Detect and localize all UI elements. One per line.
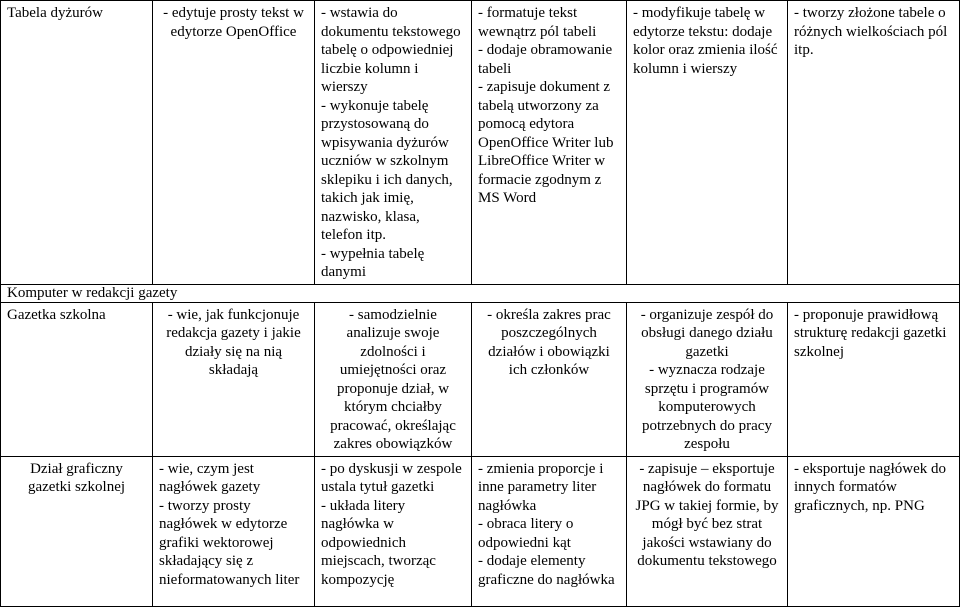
level-cell: - formatuje tekst wewnątrz pól tabeli - dodaje obramowanie tabeli - zapisuje dokument z tabelą utworzony za pomocą edytora OpenOffice Writer lub LibreOffice Writer w formacie zgodnym z MS Word [472, 1, 627, 285]
section-header-row [1, 284, 960, 302]
level-cell: - wie, czym jest nagłówek gazety - tworzy prosty nagłówek w edytorze grafiki wektorowej składający się z nieformatowanych liter [153, 456, 315, 606]
table-row [1, 456, 960, 606]
level-cell: - organizuje zespół do obsługi danego działu gazetki - wyznacza rodzaje sprzętu i programów komputerowych potrzebnych do pracy zespołu [627, 302, 788, 456]
level-cell: - określa zakres prac poszczególnych działów i obowiązki ich członków [472, 302, 627, 456]
section-title: Komputer w redakcji gazety [1, 284, 960, 302]
level-cell: - edytuje prosty tekst w edytorze OpenOffice [153, 1, 315, 285]
level-cell: - po dyskusji w zespole ustala tytuł gazetki - układa litery nagłówka w odpowiednich miejscach, tworząc kompozycję [315, 456, 472, 606]
level-cell: - zmienia proporcje i inne parametry liter nagłówka - obraca litery o odpowiedni kąt - dodaje elementy graficzne do nagłówka [472, 456, 627, 606]
table-row [1, 1, 960, 285]
topic-cell: Gazetka szkolna [1, 302, 153, 456]
level-cell: - modyfikuje tabelę w edytorze tekstu: dodaje kolor oraz zmienia ilość kolumn i wierszy [627, 1, 788, 285]
level-cell: - zapisuje – eksportuje nagłówek do formatu JPG w takiej formie, by mógł być bez strat jakości wstawiany do dokumentu tekstowego [627, 456, 788, 606]
table-row [1, 302, 960, 456]
topic-cell: Dział graficzny gazetki szkolnej [1, 456, 153, 606]
level-cell: - wie, jak funkcjonuje redakcja gazety i jakie działy się na nią składają [153, 302, 315, 456]
topic-cell: Tabela dyżurów [1, 1, 153, 285]
level-cell: - samodzielnie analizuje swoje zdolności i umiejętności oraz proponuje dział, w którym chciałby pracować, określając zakres obowiązków [315, 302, 472, 456]
level-cell: - tworzy złożone tabele o różnych wielkościach pól itp. [788, 1, 960, 285]
level-cell: - proponuje prawidłową strukturę redakcji gazetki szkolnej [788, 302, 960, 456]
level-cell: - wstawia do dokumentu tekstowego tabelę o odpowiedniej liczbie kolumn i wierszy - wykonuje tabelę przystosowaną do wpisywania dyżurów uczniów w szkolnym sklepiku i ich danych, takich jak imię, nazwisko, klasa, telefon itp. - wypełnia tabelę danymi [315, 1, 472, 285]
level-cell: - eksportuje nagłówek do innych formatów graficznych, np. PNG [788, 456, 960, 606]
